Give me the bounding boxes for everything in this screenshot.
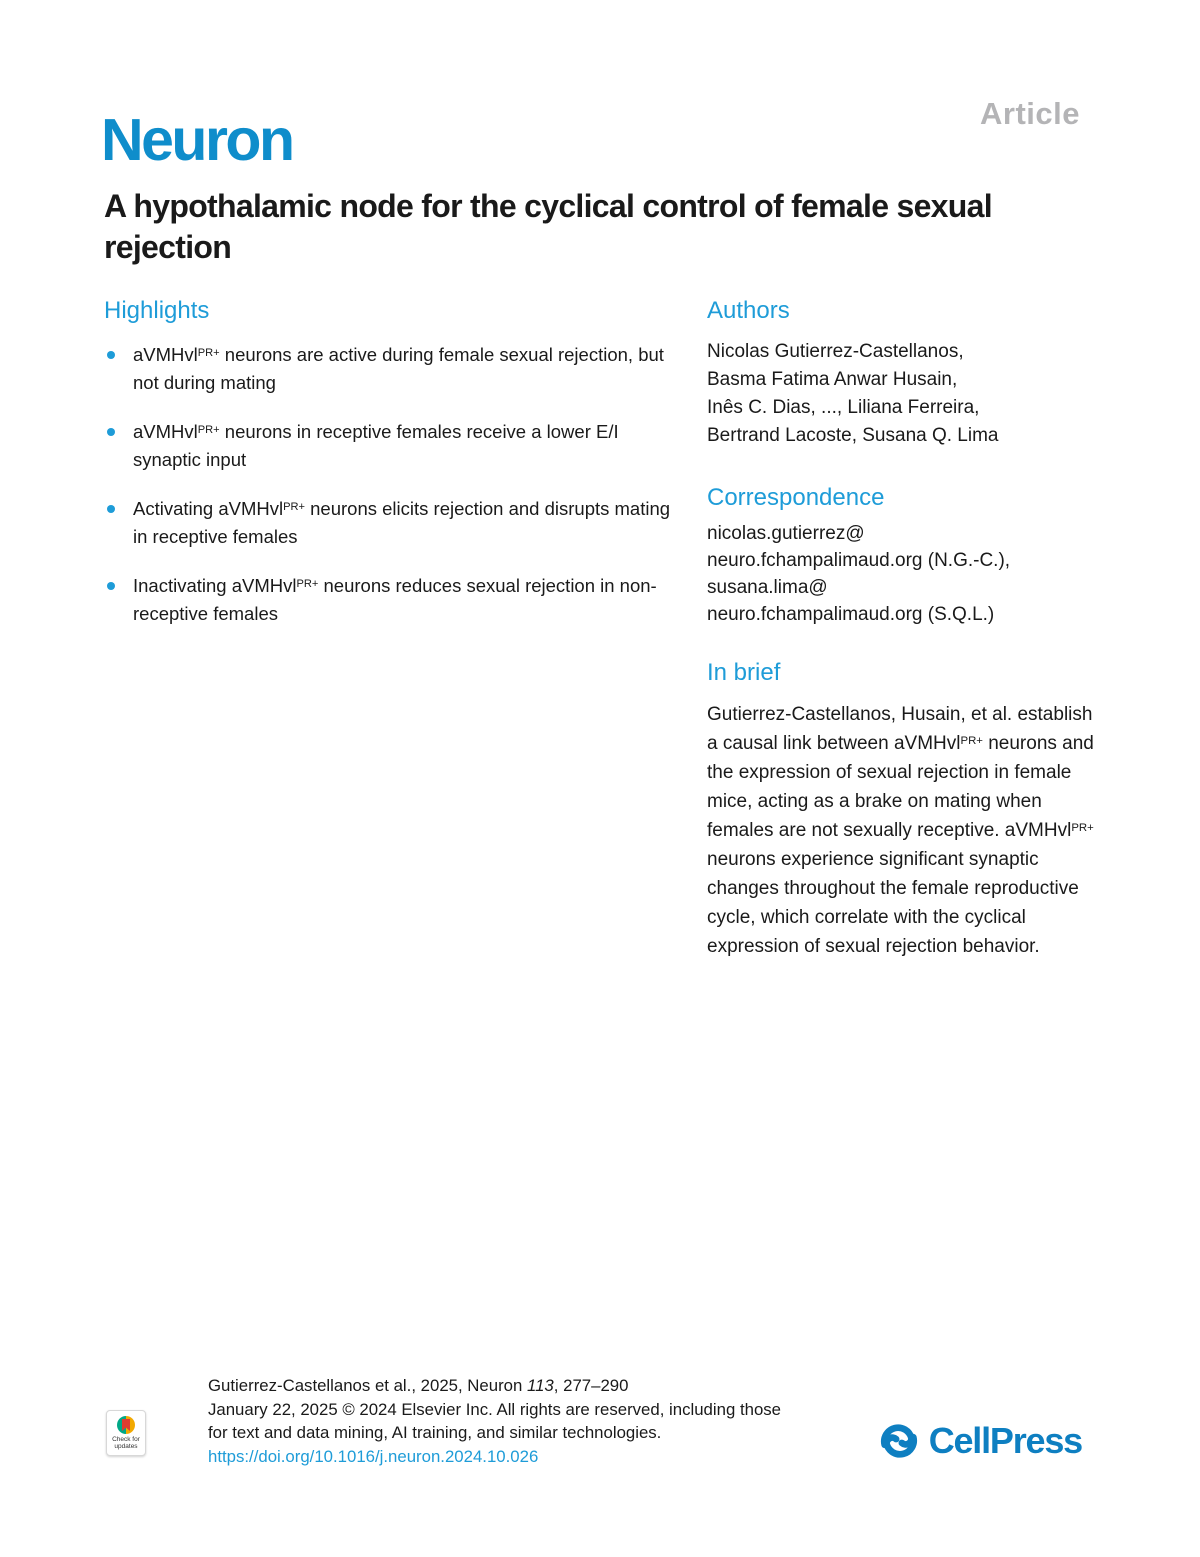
bullet-dot-icon	[107, 428, 115, 436]
highlight-text: Inactivating aVMHvl$^{PR+}$ neurons reduces sexual rejection in non-receptive females	[133, 575, 657, 624]
check-for-updates-label-line1: Check for	[112, 1436, 140, 1443]
correspondence-email-line: nicolas.gutierrez@	[707, 523, 865, 544]
bullet-dot-icon	[107, 582, 115, 590]
copyright-line: for text and data mining, AI training, and similar technologies.	[208, 1423, 662, 1442]
highlight-text: aVMHvl$^{PR+}$ neurons in receptive females receive a lower E/I synaptic input	[133, 421, 619, 470]
highlight-item	[104, 418, 689, 474]
cellpress-wordmark: CellPress	[928, 1420, 1082, 1461]
authors-heading: Authors	[707, 297, 790, 324]
highlight-item	[104, 341, 689, 397]
citation-line: Gutierrez-Castellanos et al., 2025, Neuron 113, 277–290	[208, 1376, 629, 1395]
highlight-text: aVMHvl$^{PR+}$ neurons are active during female sexual rejection, but not during mating	[133, 344, 664, 393]
author-line: Basma Fatima Anwar Husain,	[707, 369, 958, 390]
correspondence-heading: Correspondence	[707, 484, 885, 511]
doi-link[interactable]: https://doi.org/10.1016/j.neuron.2024.10.026	[208, 1446, 539, 1466]
in-brief-section	[707, 659, 1102, 961]
in-brief-text: Gutierrez-Castellanos, Husain, et al. establish a causal link between aVMHvl$^{PR+}$ neurons and the expression of sexual rejection in female mice, acting as a brake on mating when females are not sexually receptive. aVMHvl$^{PR+}$ neurons experience significant synaptic changes throughout the female reproductive cycle, which correlate with the cyclical expression of sexual rejection behavior.	[707, 704, 1094, 957]
highlights-list	[104, 341, 689, 628]
bullet-dot-icon	[107, 505, 115, 513]
article-type-label: Article	[980, 96, 1080, 131]
author-line: Inês C. Dias, ..., Liliana Ferreira,	[707, 397, 980, 418]
check-for-updates-label-line2: updates	[114, 1443, 138, 1450]
check-for-updates-badge[interactable]	[106, 1410, 146, 1456]
copyright-line: January 22, 2025 © 2024 Elsevier Inc. All rights are reserved, including those	[208, 1399, 781, 1419]
authors-section	[707, 297, 1102, 450]
highlight-text: Activating aVMHvl$^{PR+}$ neurons elicits rejection and disrupts mating in receptive females	[133, 498, 671, 547]
bullet-dot-icon	[107, 351, 115, 359]
correspondence-section	[707, 484, 1102, 628]
author-line: Nicolas Gutierrez-Castellanos,	[707, 341, 964, 362]
highlights-section	[104, 297, 689, 649]
info-column	[707, 297, 1102, 961]
crossmark-icon	[117, 1416, 135, 1434]
neuron-journal-logo: Neuron	[101, 107, 293, 173]
in-brief-heading: In brief	[707, 659, 781, 686]
cellpress-logo	[878, 1420, 1082, 1462]
bookmark-icon	[122, 1419, 130, 1431]
correspondence-email-line: neuro.fchampalimaud.org (S.Q.L.)	[707, 604, 995, 625]
cellpress-mark-icon	[878, 1420, 920, 1462]
citation-block	[208, 1374, 781, 1468]
author-line: Bertrand Lacoste, Susana Q. Lima	[707, 425, 999, 446]
check-for-updates-label	[112, 1436, 140, 1450]
highlight-item	[104, 572, 689, 628]
paper-title: A hypothalamic node for the cyclical control of female sexual rejection	[104, 188, 992, 265]
highlight-item	[104, 495, 689, 551]
highlights-heading: Highlights	[104, 297, 210, 324]
correspondence-email-line: neuro.fchampalimaud.org (N.G.-C.),	[707, 550, 1011, 571]
correspondence-email-line: susana.lima@	[707, 577, 828, 598]
